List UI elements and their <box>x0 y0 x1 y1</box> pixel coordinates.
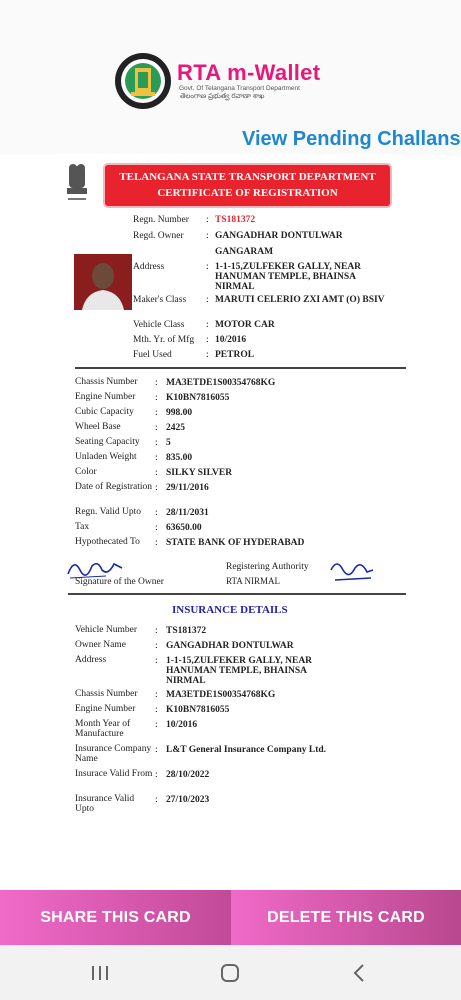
owner-photo <box>74 254 132 310</box>
signature-owner-label: Signature of the Owner <box>75 577 164 587</box>
authority-signature-icon <box>327 556 377 586</box>
field-label: Chassis Number <box>75 689 138 699</box>
divider <box>68 593 406 595</box>
field-label: Vehicle Number <box>75 625 137 635</box>
field-label: Insurace Valid From <box>75 769 153 779</box>
field-value: 28/10/2022 <box>166 770 210 780</box>
field-value: 835.00 <box>166 453 193 463</box>
department-name: TELANGANA STATE TRANSPORT DEPARTMENT <box>119 171 376 183</box>
app-header <box>0 0 461 155</box>
delete-card-button[interactable]: DELETE THIS CARD <box>231 890 461 945</box>
vehicle-class-value: MOTOR CAR <box>215 320 275 330</box>
field-value: 998.00 <box>166 408 193 418</box>
field-value: 63650.00 <box>166 523 202 533</box>
field-value: K10BN7816055 <box>166 393 230 403</box>
owner-father-value: GANGARAM <box>215 247 274 257</box>
field-value: L&T General Insurance Company Ltd. <box>166 745 327 755</box>
insurance-title: INSURANCE DETAILS <box>172 604 288 616</box>
field-label: Wheel Base <box>75 422 121 432</box>
field-value: 2425 <box>166 423 185 433</box>
makers-class-value: MARUTI CELERIO ZXI AMT (O) BSIV <box>215 295 385 305</box>
field-label: Chassis Number <box>75 377 138 387</box>
telangana-emblem-logo <box>113 52 173 110</box>
certificate-title: CERTIFICATE OF REGISTRATION <box>157 187 338 199</box>
registering-authority-label: Registering Authority <box>226 562 309 572</box>
field-label: Owner Name <box>75 640 126 650</box>
field-value: MA3ETDE1S00354768KG <box>166 378 276 388</box>
field-label: Regn. Number <box>133 215 189 225</box>
app-root: RTA m-Wallet Govt. Of Telangana Transport Department తెలంగాణ ప్రభుత్వ రవాణా శాఖ View Pending Challans TELANGANA STATE TRANSPORT DEPARTMENT CERTIFICATE OF REGISTRATION Regn. Number : TS181372 Regd. Owner : GANGADHAR DONTULWAR GANGARAM Address : 1-1-15,ZULFEKER GALLY, NEAR HANUMAN TEMPLE, BHAINSA NIRMAL Maker's Class : MARUTI CELERIO ZXI AMT (O) BSIV Vehicle Class : MOTOR CAR Mth. Yr. of Mfg : 10/2016 Fuel Used : PETROL Chassis Number : MA3ETDE1S00354768KG Engine Number : K10BN7816055 Cubic Capacity : 998.00 Wheel Base : 2425 Seating Capacity : 5 Unladen Weight : 835.00 Color : SILKY SILVER Date of Registration : 29/11/2016 Regn. Valid Upto : 28/11/2031 Tax : 63650.00 Hypothecated To : STATE BANK OF HYDERABAD Signature of the Owner Registering Authority RTA NIRMAL INSURANCE DETAILS Vehicle Number : TS181372 Owner Name : GANGADHAR DONTULWAR Address : 1-1-15,ZULFEKER GALLY, NEAR HANUMAN TEMPLE, BHAINSA NIRMAL Chassis Number : MA3ETDE1S00354768KG Engine Number : K10BN7816055 Month Year of Manufacture : 10/2016 Insurance Company Name : L&T General Insurance Company Ltd. Insurace Valid From : 28/10/2022 Insurance Valid Upto : 27/10/2023 SHARE THIS CARD DELETE THIS CARD <box>0 0 461 1000</box>
field-label: Date of Registration <box>75 482 153 492</box>
field-label: Address <box>133 262 165 272</box>
field-label: Vehicle Class <box>133 320 185 330</box>
share-card-button[interactable]: SHARE THIS CARD <box>0 890 231 945</box>
field-label: Seating Capacity <box>75 437 140 447</box>
field-label: Month Year of Manufacture <box>75 719 131 739</box>
field-label: Regn. Valid Upto <box>75 507 142 517</box>
address-value: 1-1-15,ZULFEKER GALLY, NEAR HANUMAN TEMPLE, BHAINSA NIRMAL <box>215 262 362 292</box>
field-value: GANGADHAR DONTULWAR <box>166 641 294 651</box>
back-icon[interactable] <box>348 962 372 984</box>
rta-label: RTA NIRMAL <box>226 576 280 586</box>
home-icon[interactable] <box>218 962 242 984</box>
owner-value: GANGADHAR DONTULWAR <box>215 231 343 241</box>
brand-title: RTA m-Wallet <box>177 60 321 85</box>
field-label: Tax <box>75 522 90 532</box>
field-value: K10BN7816055 <box>166 705 230 715</box>
owner-photo-image <box>74 254 132 310</box>
view-pending-challans-link[interactable]: View Pending Challans <box>242 128 461 150</box>
ashoka-emblem-icon <box>62 160 92 206</box>
field-value: 5 <box>166 438 171 448</box>
field-label: Cubic Capacity <box>75 407 134 417</box>
field-value: 1-1-15,ZULFEKER GALLY, NEAR HANUMAN TEMPLE, BHAINSA NIRMAL <box>166 656 313 686</box>
field-value: SILKY SILVER <box>166 468 233 478</box>
field-label: Hypothecated To <box>75 537 140 547</box>
field-label: Unladen Weight <box>75 452 137 462</box>
field-value: STATE BANK OF HYDERABAD <box>166 538 305 548</box>
field-label: Engine Number <box>75 392 136 402</box>
field-label: Maker's Class <box>133 295 187 305</box>
field-label: Regd. Owner <box>133 231 184 241</box>
system-nav-bar <box>0 945 461 1000</box>
field-label: Color <box>75 467 97 477</box>
regn-number-value: TS181372 <box>215 215 256 225</box>
field-value: 29/11/2016 <box>166 483 209 493</box>
field-value: TS181372 <box>166 626 207 636</box>
field-label: Fuel Used <box>133 350 172 360</box>
field-label: Address <box>75 655 107 665</box>
brand-telugu: తెలంగాణ ప్రభుత్వ రవాణా శాఖ <box>180 93 265 100</box>
brand-subtitle: Govt. Of Telangana Transport Department <box>179 85 300 92</box>
field-value: 10/2016 <box>166 720 198 730</box>
fuel-value: PETROL <box>215 350 255 360</box>
field-value: 27/10/2023 <box>166 795 210 805</box>
field-label: Insurance Company Name <box>75 744 152 764</box>
field-value: MA3ETDE1S00354768KG <box>166 690 276 700</box>
field-label: Mth. Yr. of Mfg <box>133 335 195 345</box>
field-label: Engine Number <box>75 704 136 714</box>
divider <box>75 367 406 369</box>
field-value: 28/11/2031 <box>166 508 209 518</box>
field-label: Insurance Valid Upto <box>75 794 135 814</box>
certificate-banner <box>105 165 390 206</box>
mfg-value: 10/2016 <box>215 335 247 345</box>
recent-apps-icon[interactable] <box>88 962 112 984</box>
